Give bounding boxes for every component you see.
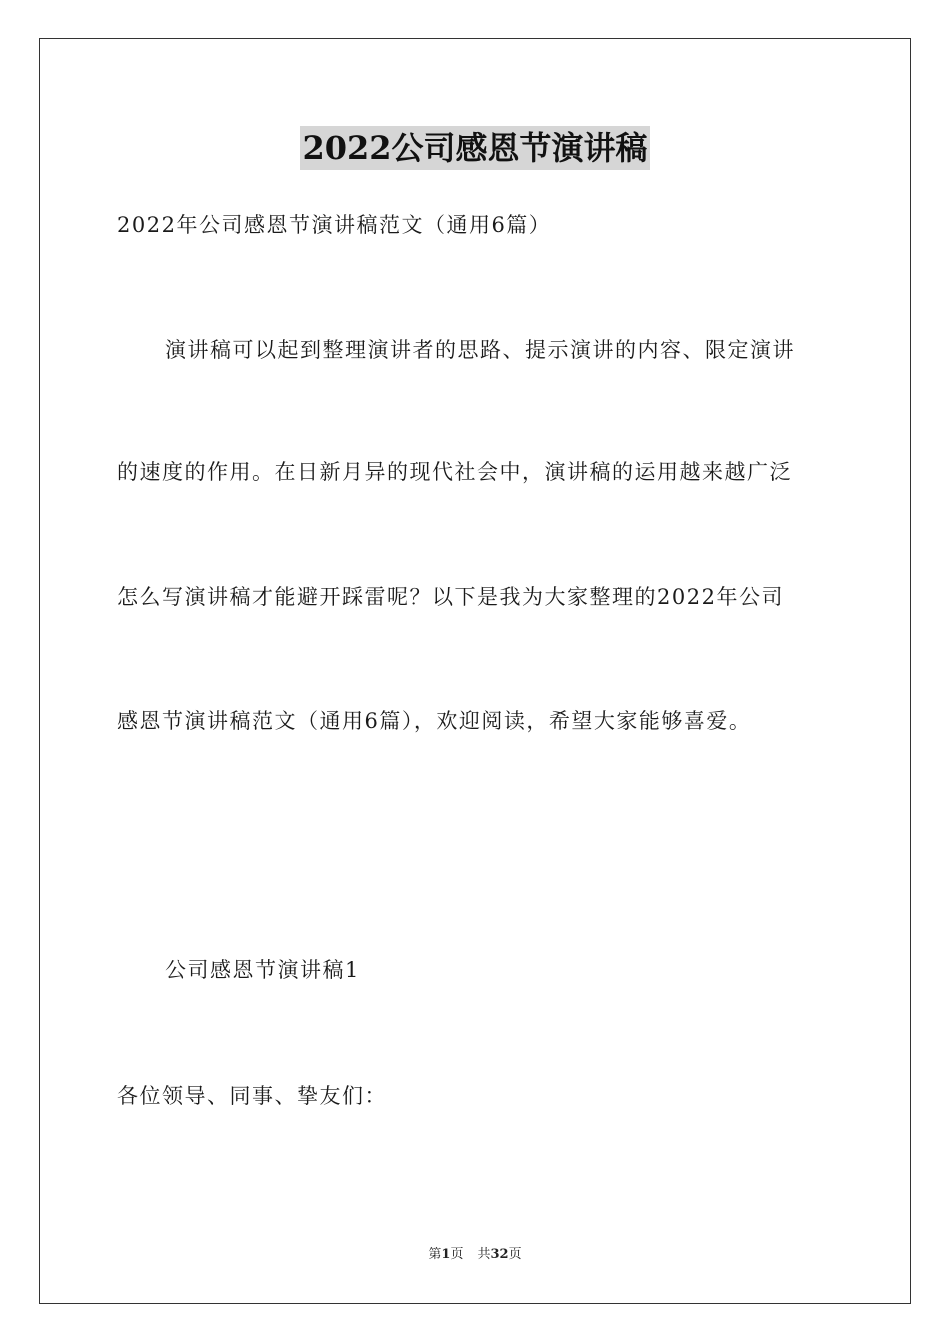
intro-line-1: 演讲稿可以起到整理演讲者的思路、提示演讲的内容、限定演讲: [165, 338, 795, 362]
page-footer: [0, 1246, 950, 1264]
total-pages: 32: [490, 1247, 509, 1262]
page-number: 1: [441, 1247, 451, 1262]
salutation: 各位领导、同事、挚友们：: [117, 1084, 387, 1108]
intro-line-2: 的速度的作用。在日新月异的现代社会中，演讲稿的运用越来越广泛: [117, 460, 792, 484]
page-suffix: 页: [450, 1247, 464, 1262]
total-suffix: 页: [508, 1247, 522, 1262]
intro-line-3: 怎么写演讲稿才能避开踩雷呢？以下是我为大家整理的2022年公司: [117, 585, 784, 609]
intro-line-4: 感恩节演讲稿范文（通用6篇），欢迎阅读，希望大家能够喜爱。: [117, 709, 752, 733]
page-prefix: 第: [428, 1247, 442, 1262]
total-prefix: 共: [477, 1247, 491, 1262]
section-heading: 公司感恩节演讲稿1: [165, 958, 360, 982]
document-subtitle: 2022年公司感恩节演讲稿范文（通用6篇）: [117, 213, 552, 237]
title-container: [0, 126, 950, 170]
document-title: 2022公司感恩节演讲稿: [300, 126, 649, 170]
